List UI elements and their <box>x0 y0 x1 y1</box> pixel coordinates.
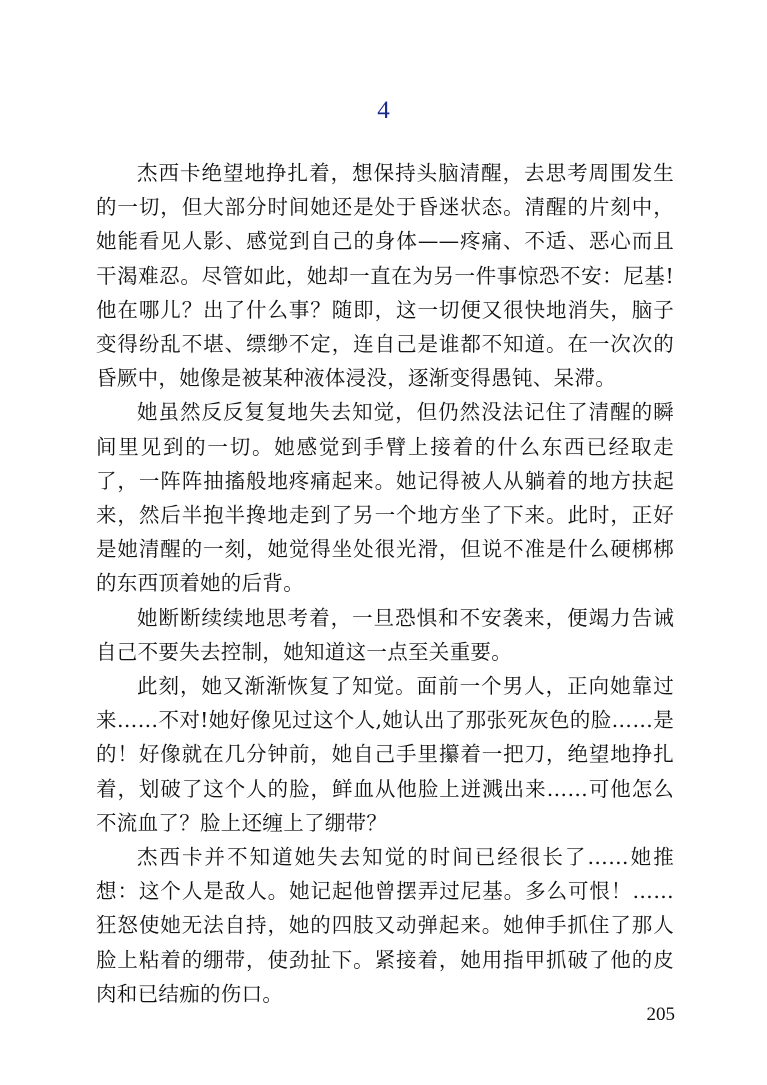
page-number: 205 <box>646 1004 675 1025</box>
paragraph-2: 她虽然反反复复地失去知觉，但仍然没法记住了清醒的瞬间里见到的一切。她感觉到手臂上接着的什么东西已经取走了，一阵阵抽搐般地疼痛起来。她记得被人从躺着的地方扶起来，然后半抱半搀地走到了另一个地方坐了下来。此时，正好是她清醒的一刻，她觉得坐处很光滑，但说不准是什么硬梆梆的东西顶着她的后背。 <box>96 400 674 596</box>
paragraph-1: 杰西卡绝望地挣扎着，想保持头脑清醒，去思考周围发生的一切，但大部分时间她还是处于昏迷状态。清醒的片刻中，她能看见人影、感觉到自己的身体——疼痛、不适、恶心而且干渴难忍。尽管如此，她却一直在为另一件事惊恐不安：尼基!他在哪儿？出了什么事？随即，这一切便又很快地消失，脑子变得纷乱不堪、缥缈不定，连自己是谁都不知道。在一次次的昏厥中，她像是被某种液体浸没，逐渐变得愚钝、呆滞。 <box>96 161 674 391</box>
body-text <box>96 156 674 1011</box>
chapter-number: 4 <box>377 97 390 124</box>
paragraph-4: 此刻，她又渐渐恢复了知觉。面前一个男人，正向她靠过来……不对!她好像见过这个人,她认出了那张死灰色的脸……是的！好像就在几分钟前，她自己手里攥着一把刀，绝望地挣扎着，划破了这个人的脸，鲜血从他脸上迸溅出来……可他怎么不流血了？脸上还缠上了绷带？ <box>96 674 674 835</box>
paragraph-5: 杰西卡并不知道她失去知觉的时间已经很长了……她推想：这个人是敌人。她记起他曾摆弄过尼基。多么可恨！……狂怒使她无法自持，她的四肢又动弹起来。她伸手抓住了那人脸上粘着的绷带，使劲扯下。紧接着，她用指甲抓破了他的皮肉和已结痂的伤口。 <box>96 845 674 1006</box>
paragraph-3: 她断断续续地思考着，一旦恐惧和不安袭来，便竭力告诫自己不要失去控制，她知道这一点至关重要。 <box>96 605 674 664</box>
